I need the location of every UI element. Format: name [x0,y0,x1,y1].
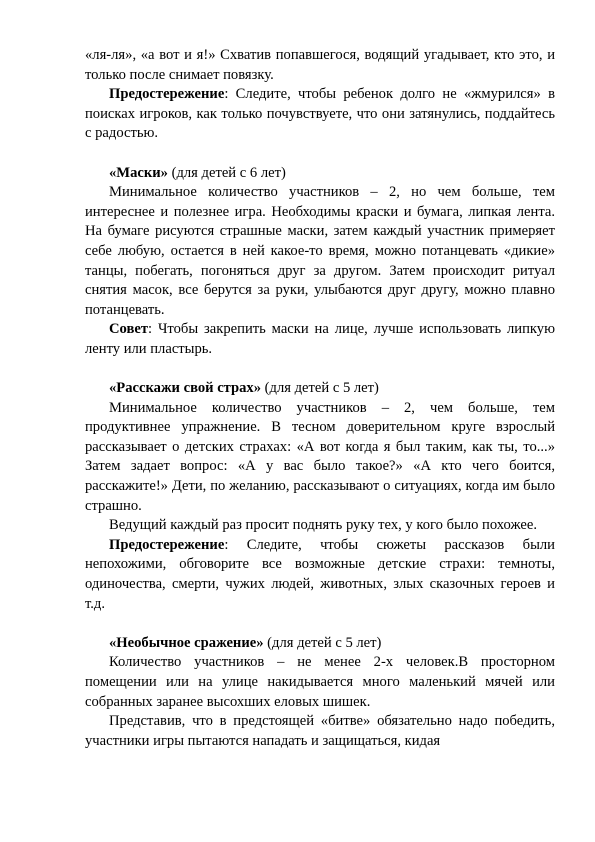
warning-paragraph: Предостережение: Следите, чтобы ребенок долго не «жмурился» в поисках игроков, как только почувствуете, что они затянулись, поддайтесь с радостью. [85,86,555,142]
section-title: «Расскажи свой страх» [109,380,262,397]
document-body [85,46,555,751]
section-heading-tell-fear: «Расскажи свой страх» (для детей с 5 лет) [109,380,379,397]
spacer [85,614,555,634]
paragraph: Количество участников – не менее 2-х человек.В просторном помещении или на улице накидывается много маленький мячей или собранных заранее высохших еловых шишек. [85,654,555,710]
spacer [85,360,555,380]
section-heading-unusual-battle: «Необычное сражение» (для детей с 5 лет) [109,634,382,651]
paragraph: Минимальное количество участников – 2, чем больше, тем продуктивнее упражнение. В тесном доверительном круге взрослый рассказывает о детских страхах: «А вот когда я был таким, как ты, то...» Затем задает вопрос: «А у вас было такое?» «А кто чего боится, расскажите!» Дети, по желанию, рассказывают о ситуациях, когда им было страшно. [85,399,555,514]
tip-paragraph: Совет: Чтобы закрепить маски на лице, лучше использовать липкую ленту или пластырь. [85,321,555,357]
warning-paragraph: Предостережение: Следите, чтобы сюжеты рассказов были непохожими, обговорите все возможные детские страхи: темноты, одиночества, смерти, чужих людей, животных, злых сказочных героев и т.д. [85,536,555,612]
section-title: «Необычное сражение» [109,634,264,651]
warning-label: Предостережение [109,536,225,553]
paragraph: Минимальное количество участников – 2, но чем больше, тем интереснее и полезнее игра. Необходимы краски и бумага, липкая лента. На бумаге рисуются страшные маски, затем каждый участник примеряет себе любую, остается в ней какое-то время, можно потанцевать «дикие» танцы, побегать, погоняться друг за другом. Затем происходит ритуал снятия масок, все берутся за руки, улыбаются друг другу, можно плавно потанцевать. [85,184,555,318]
paragraph: Представив, что в предстоящей «битве» обязательно надо победить, участники игры пытаются нападать и защищаться, кидая [85,713,555,749]
tip-label: Совет [109,321,148,338]
section-title: «Маски» [109,164,168,181]
section-heading-masks: «Маски» (для детей с 6 лет) [109,164,286,181]
spacer [85,144,555,164]
warning-label: Предостережение [109,86,225,103]
paragraph: Ведущий каждый раз просит поднять руку тех, у кого было похожее. [109,517,537,534]
paragraph: «ля-ля», «а вот и я!» Схватив попавшегося, водящий угадывает, кто это, и только после снимает повязку. [85,47,555,83]
